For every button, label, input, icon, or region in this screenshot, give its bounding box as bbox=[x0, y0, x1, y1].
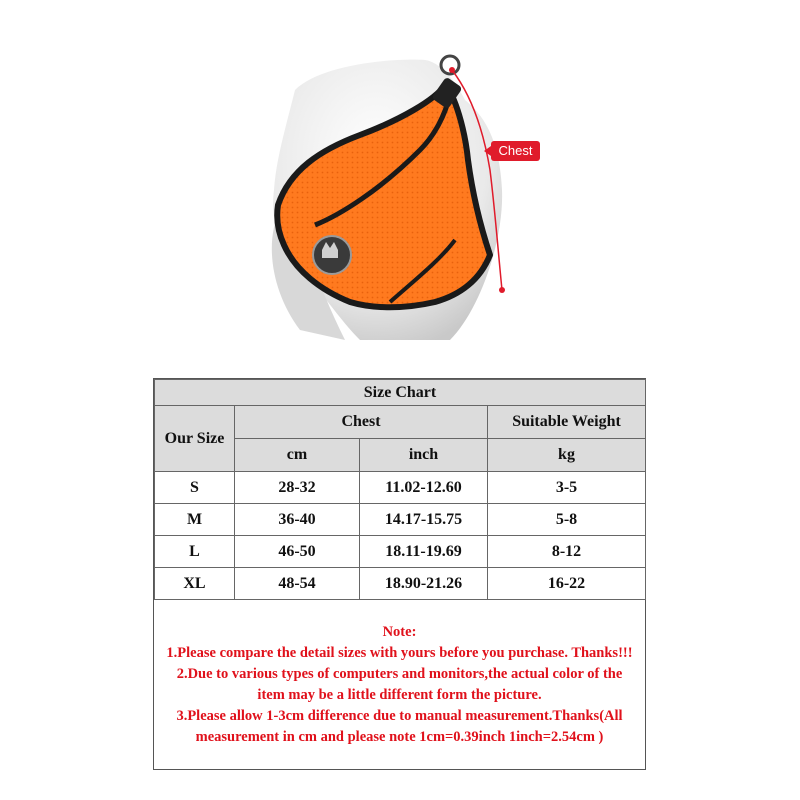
note-line: 2.Due to various types of computers and monitors,the actual color of the bbox=[176, 666, 623, 682]
inch-cell: 14.17-15.75 bbox=[360, 504, 488, 536]
size-chart-sheet bbox=[153, 378, 646, 770]
kg-cell: 3-5 bbox=[488, 472, 646, 504]
cm-cell: 36-40 bbox=[235, 504, 360, 536]
cm-cell: 46-50 bbox=[235, 536, 360, 568]
size-cell: M bbox=[155, 504, 235, 536]
inch-cell: 18.11-19.69 bbox=[360, 536, 488, 568]
inch-cell: 11.02-12.60 bbox=[360, 472, 488, 504]
note-line: item may be a little different form the picture. bbox=[257, 687, 542, 703]
header-kg: kg bbox=[488, 439, 646, 472]
size-cell: XL bbox=[155, 568, 235, 600]
header-chest: Chest bbox=[235, 406, 488, 439]
header-our-size: Our Size bbox=[155, 406, 235, 472]
size-chart-table bbox=[154, 379, 646, 600]
table-row bbox=[155, 504, 646, 536]
header-inch: inch bbox=[360, 439, 488, 472]
cm-cell: 48-54 bbox=[235, 568, 360, 600]
chest-callout-label: Chest bbox=[491, 141, 540, 161]
cm-cell: 28-32 bbox=[235, 472, 360, 504]
note-line: measurement in cm and please note 1cm=0.39inch 1inch=2.54cm ) bbox=[195, 729, 604, 745]
size-cell: L bbox=[155, 536, 235, 568]
table-row bbox=[155, 568, 646, 600]
product-image bbox=[240, 40, 560, 360]
note-line: 3.Please allow 1-3cm difference due to manual measurement.Thanks(All bbox=[176, 708, 623, 724]
table-row bbox=[155, 472, 646, 504]
size-cell: S bbox=[155, 472, 235, 504]
kg-cell: 8-12 bbox=[488, 536, 646, 568]
notes-section bbox=[154, 621, 645, 748]
note-line: 1.Please compare the detail sizes with yours before you purchase. Thanks!!! bbox=[166, 645, 633, 661]
kg-cell: 16-22 bbox=[488, 568, 646, 600]
size-chart-title: Size Chart bbox=[155, 380, 646, 406]
inch-cell: 18.90-21.26 bbox=[360, 568, 488, 600]
header-cm: cm bbox=[235, 439, 360, 472]
table-row bbox=[155, 536, 646, 568]
header-suitable-weight: Suitable Weight bbox=[488, 406, 646, 439]
notes-title: Note: bbox=[382, 624, 417, 640]
kg-cell: 5-8 bbox=[488, 504, 646, 536]
